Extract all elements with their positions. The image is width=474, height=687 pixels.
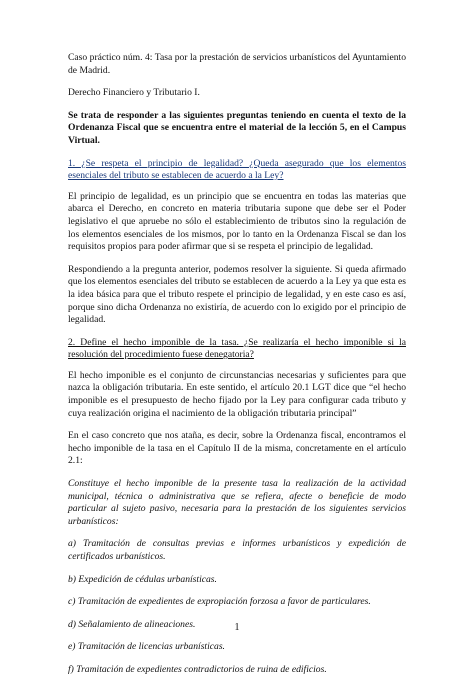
question-2: 2. Define el hecho imponible de la tasa. ¿Se realizaría el hecho imponible si la resolución del procedimiento fuese denegatoria?	[68, 336, 406, 361]
article-quote: Constituye el hecho imponible de la presente tasa la realización de la actividad municipal, técnica o administrativa que se refiera, afecte o beneficie de modo particular al sujeto pasivo, necesaria para la prestación de los siguientes servicios urbanísticos:	[68, 478, 406, 527]
list-item: b) Expedición de cédulas urbanísticas.	[68, 573, 217, 585]
list-item: f) Tramitación de expedientes contradictorios de ruina de edificios.	[68, 663, 327, 675]
question-1: 1. ¿Se respeta el principio de legalidad? ¿Queda asegurado que los elementos esenciales del tributo se establecen de acuerdo a la Ley?	[68, 157, 406, 182]
answer-2-paragraph-2: En el caso concreto que nos ataña, es decir, sobre la Ordenanza fiscal, encontramos el hecho imponible de la tasa en el Capítulo II de la misma, concretamente en el artículo 2.1:	[68, 430, 406, 467]
document-page	[68, 52, 406, 687]
course-subject: Derecho Financiero y Tributario I.	[68, 87, 200, 99]
answer-1-paragraph-1: El principio de legalidad, es un principio que se encuentra en todas las materias que abarca el Derecho, en concreto en materia tributaria supone que debe ser el Poder legislativo el que apruebe no sólo el establecimiento de tributos sino la regulación de los elementos esenciales de los mismos, por lo tanto en la Ordenanza Fiscal se dan los requisitos propios para poder afirmar que si se respeta el principio de legalidad.	[68, 190, 406, 253]
list-item: d) Señalamiento de alineaciones.	[68, 618, 196, 630]
instructions: Se trata de responder a las siguientes preguntas teniendo en cuenta el texto de la Ordenanza Fiscal que se encuentra entre el material de la lección 5, en el Campus Virtual.	[68, 109, 406, 146]
case-title: Caso práctico núm. 4: Tasa por la prestación de servicios urbanísticos del Ayuntamiento de Madrid.	[68, 52, 406, 76]
list-item: e) Tramitación de licencias urbanísticas.	[68, 641, 225, 653]
answer-1-paragraph-2: Respondiendo a la pregunta anterior, podemos resolver la siguiente. Si queda afirmado que los elementos esenciales del tributo se establecen de acuerdo a la Ley ya que esta es la idea básica para que el tributo respete el principio de legalidad, y en este caso es así, porque sino dicha Ordenanza no existiría, de acuerdo con lo exigido por el principio de legalidad.	[68, 263, 406, 326]
answer-2-paragraph-1: El hecho imponible es el conjunto de circunstancias necesarias y suficientes para que nazca la obligación tributaria. En este sentido, el artículo 20.1 LGT dice que “el hecho imponible es el presupuesto de hecho fijado por la Ley para configurar cada tributo y cuya realización origina el nacimiento de la obligación tributaria principal”	[68, 369, 406, 419]
list-item: c) Tramitación de expedientes de expropiación forzosa a favor de particulares.	[68, 596, 371, 608]
page-number: 1	[234, 622, 240, 633]
list-item: a) Tramitación de consultas previas e informes urbanísticos y expedición de certificados urbanísticos.	[68, 538, 406, 562]
